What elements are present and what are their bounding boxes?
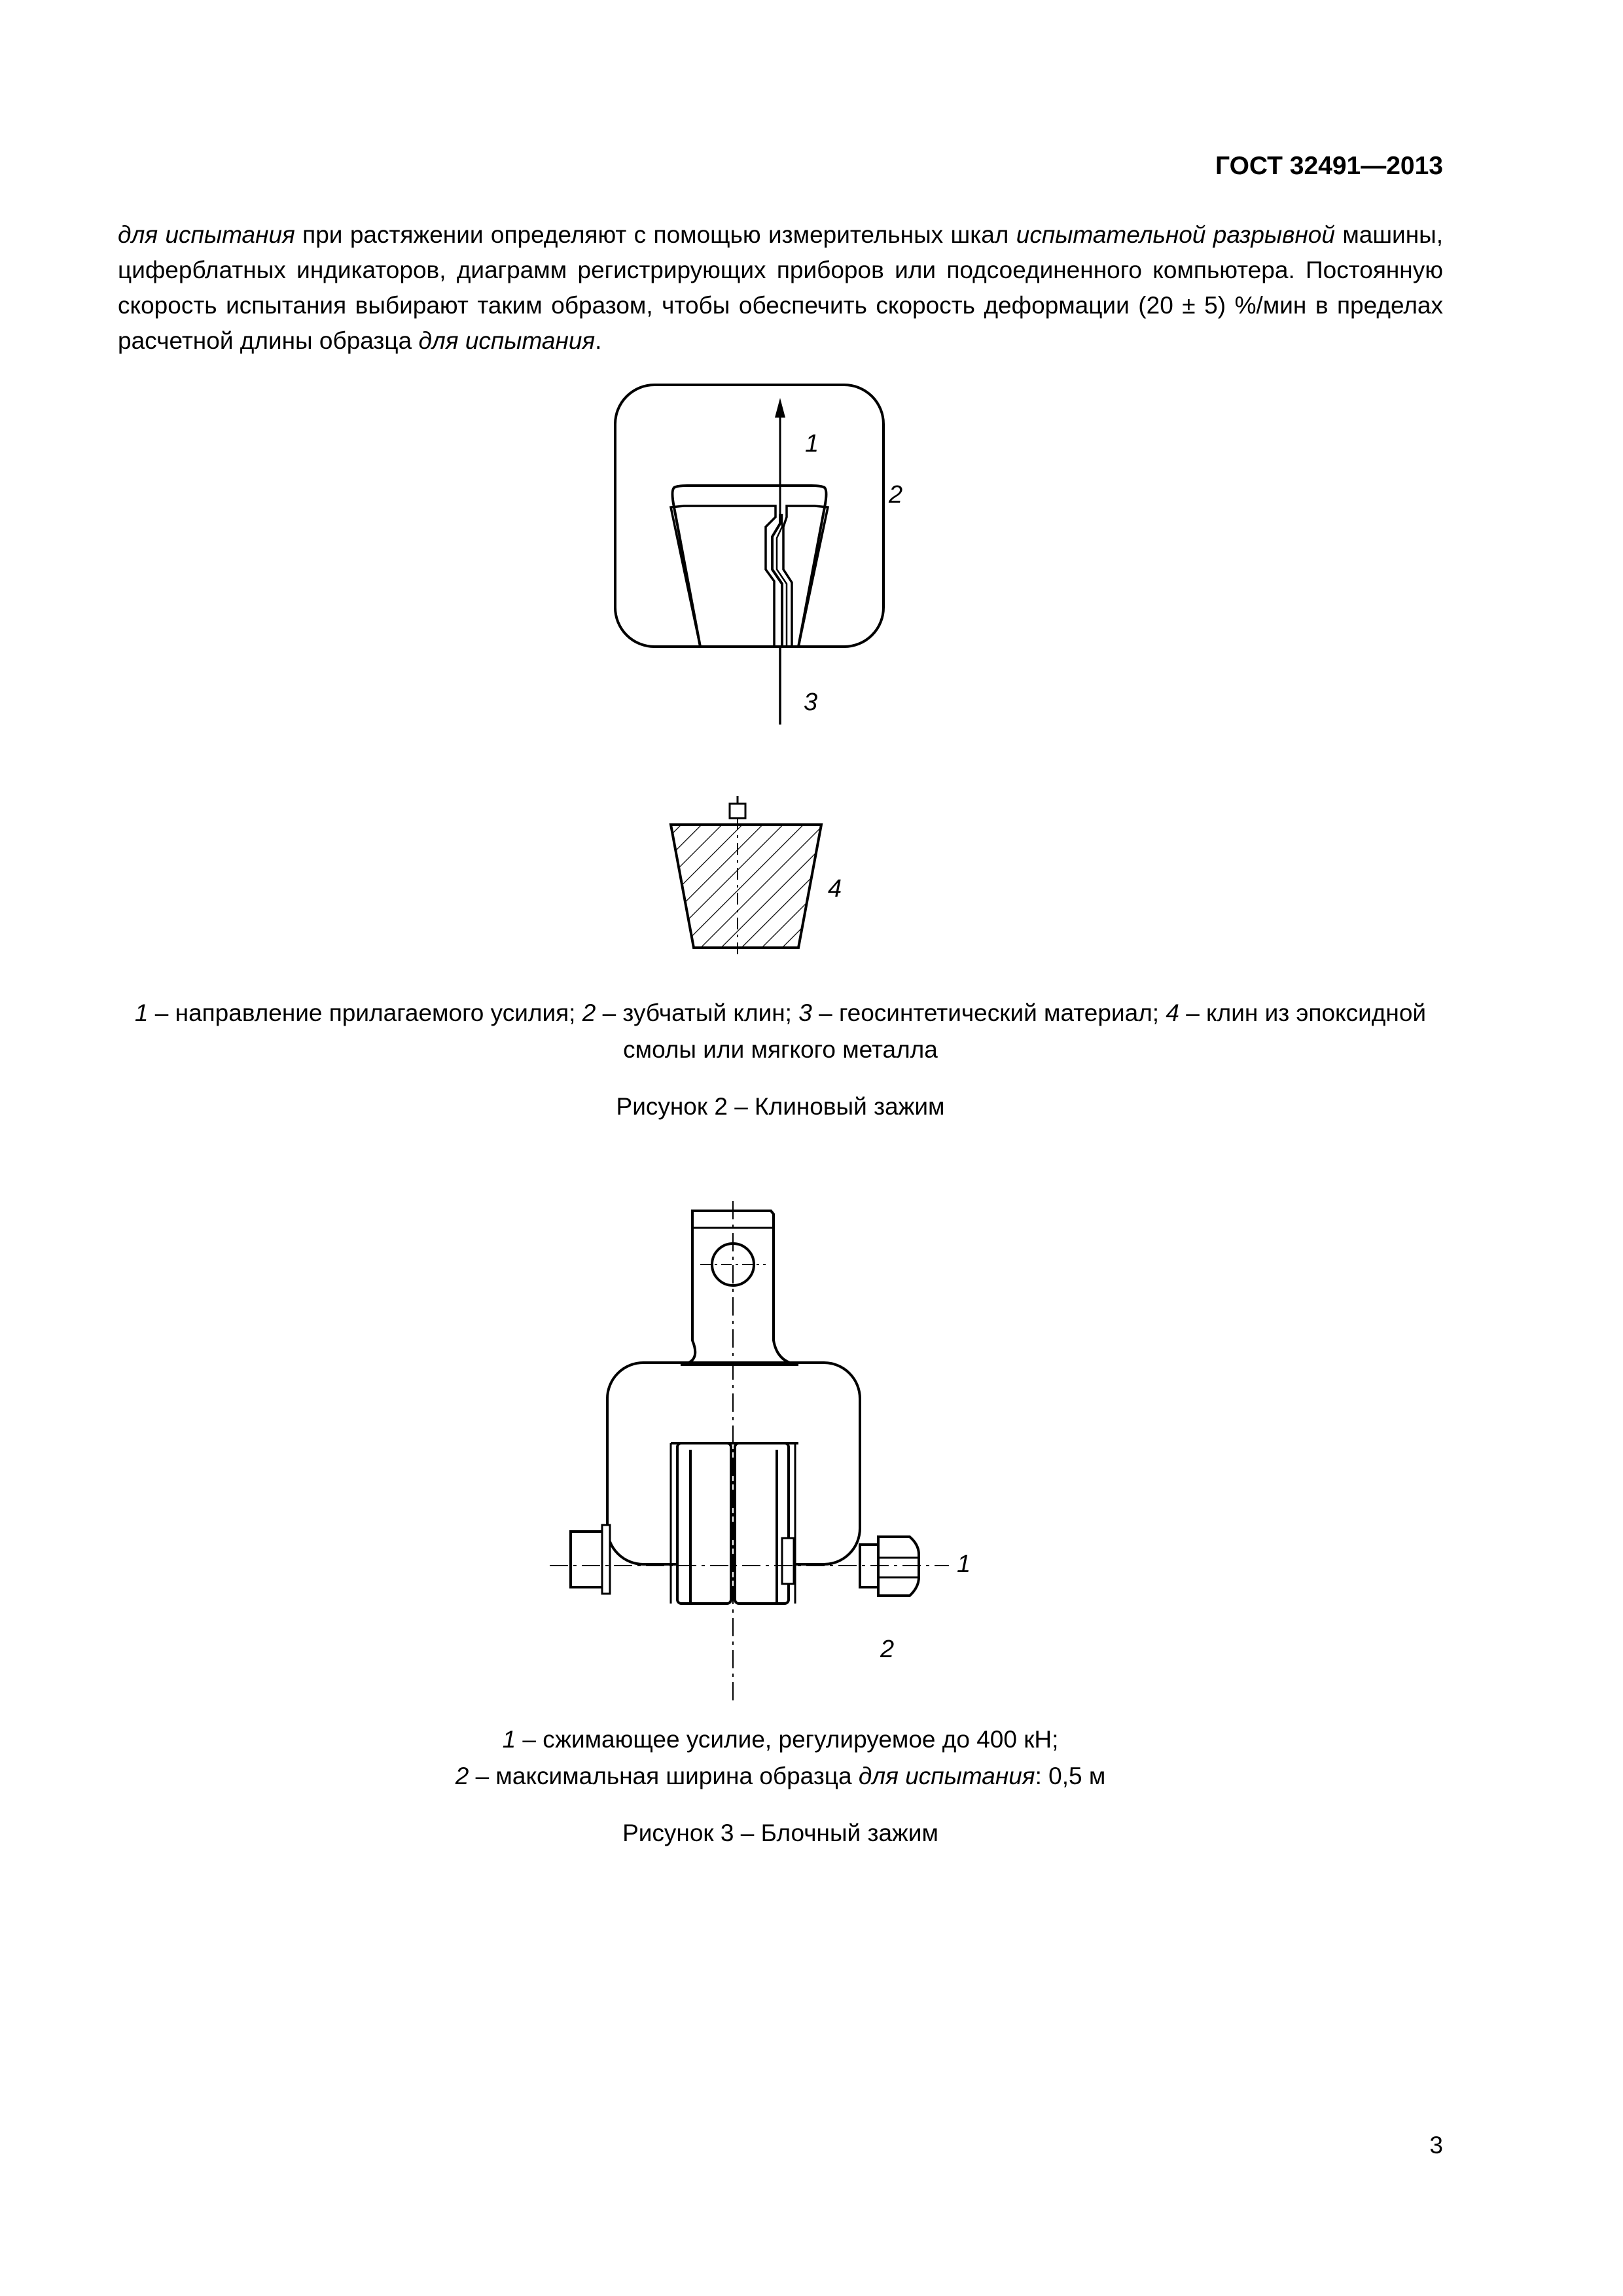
arrow-head-icon [775,398,785,418]
label-1: 1 [805,430,819,457]
figure-2-caption: Рисунок 2 – Клиновый зажим [616,1093,945,1120]
figure-3-legend: 1 – сжимающее усилие, регулируемое до 400 кН; 2 – максимальная ширина образца для испытания: 0,5 м [455,1726,1106,1789]
block-clamp-drawing [517,1191,1014,1715]
figure-2-wedge-clamp [589,367,1008,956]
label-1: 1 [957,1551,971,1578]
italic-term: для испытания [418,327,596,354]
figure-3-block-clamp [517,1191,1014,1715]
body-paragraph: для испытания при растяжении определяют с помощью измерительных шкал испытательной разрывной машины, циферблатных индикаторов, диаграмм регистрирующих приборов или подсоединенного компьютера. Постоянную скорость испытания выбирают таким образом, чтобы обеспечить скорость деформации (20 ± 5) %/мин в пределах расчетной длины образца для испытания. [118,221,1444,354]
page-number: 3 [1429,2132,1443,2159]
label-4: 4 [828,875,842,903]
figure-2-legend: 1 – направление прилагаемого усилия; 2 – зубчатый клин; 3 – геосинтетический материал; 4 – клин из эпоксидной смолы или мягкого металла [134,999,1427,1063]
bolt-left [571,1532,603,1587]
clamp-lug [681,1211,798,1365]
label-3: 3 [804,689,818,716]
wedge-clamp-drawing [589,367,1008,956]
italic-term: испытательной разрывной [1016,221,1335,248]
label-2: 2 [880,1636,895,1663]
clamp-block-right [735,1443,789,1604]
label-2: 2 [889,481,903,509]
figure-3-caption: Рисунок 3 – Блочный зажим [622,1820,938,1846]
document-header: ГОСТ 32491—2013 [1215,152,1443,180]
italic-term: для испытания [118,221,295,248]
epoxy-wedge [671,825,821,948]
clamp-block-left [677,1443,731,1604]
